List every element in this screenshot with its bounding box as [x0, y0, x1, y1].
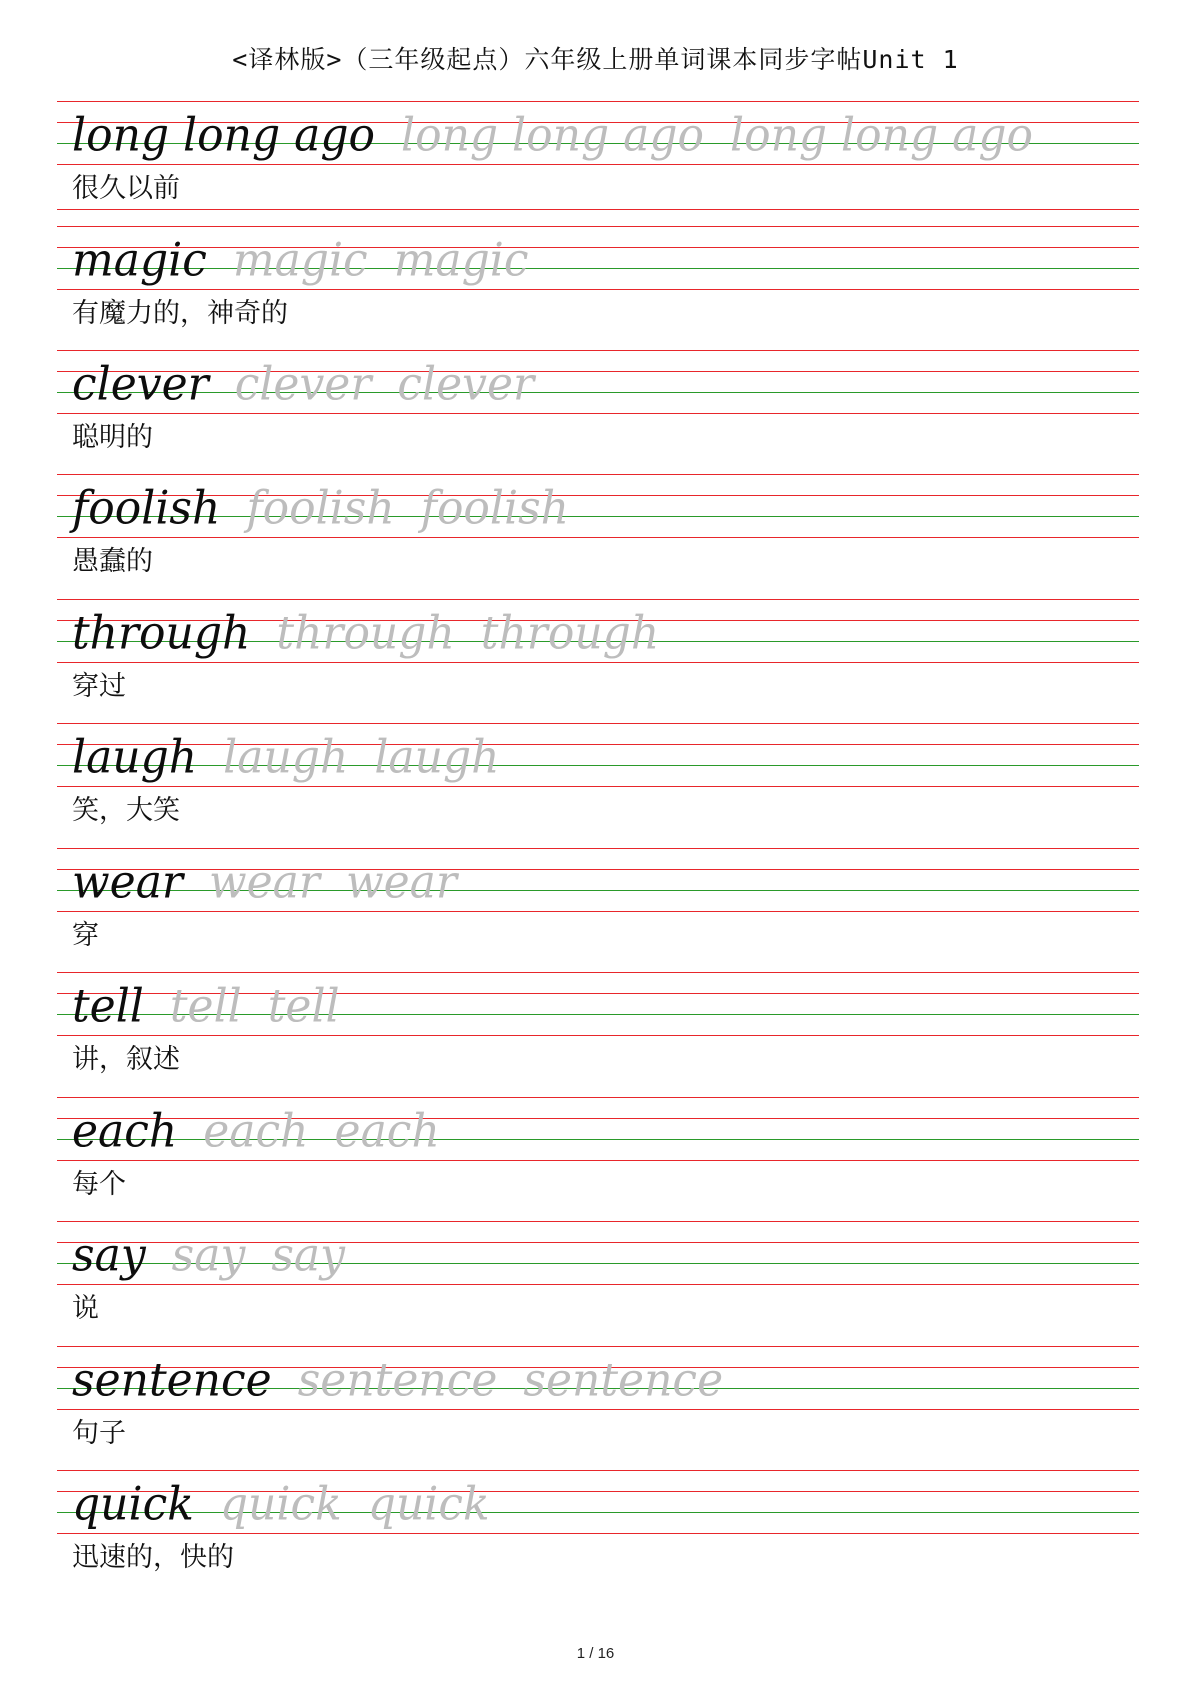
guide-line-red [57, 1221, 1139, 1222]
guide-line-red [57, 1097, 1139, 1098]
word: sentence [72, 1353, 272, 1407]
guide-line-red [57, 599, 1139, 600]
guide-line-red [57, 101, 1139, 102]
word-meaning: 迅速的，快的 [72, 1542, 234, 1573]
word-practice-line [72, 1106, 440, 1169]
guide-line-red [57, 350, 1139, 351]
word-practice-line [72, 1230, 345, 1293]
word-trace: wear [345, 855, 457, 909]
word-trace: quick [367, 1477, 490, 1531]
word: wear [72, 855, 183, 909]
word: through [72, 606, 251, 660]
word-trace: foolish [420, 481, 569, 535]
word-trace: clever [234, 357, 372, 411]
word-practice-line [72, 608, 659, 671]
word-meaning: 聪明的 [72, 422, 153, 453]
word-trace: each [203, 1104, 309, 1158]
word-row [0, 350, 1191, 474]
word-trace: long long ago [401, 108, 704, 162]
word-trace: foolish [246, 481, 395, 535]
word: laugh [72, 730, 198, 784]
word-meaning: 穿 [72, 920, 99, 951]
word-row [0, 1097, 1191, 1221]
word-meaning: 有魔力的，神奇的 [72, 298, 288, 329]
word-trace: quick [219, 1477, 342, 1531]
word-meaning: 穿过 [72, 671, 126, 702]
word: magic [72, 233, 207, 287]
word-practice-line [72, 1355, 723, 1418]
guide-line-red [57, 723, 1139, 724]
word: long long ago [72, 108, 375, 162]
word-row [0, 1470, 1191, 1594]
word-trace: sentence [297, 1353, 498, 1407]
word-trace: through [276, 606, 455, 660]
word-practice-line [72, 1479, 490, 1542]
guide-line-red [57, 226, 1139, 227]
word-trace: laugh [374, 730, 500, 784]
word-row [0, 101, 1191, 225]
word-meaning: 每个 [72, 1169, 126, 1200]
word-row [0, 474, 1191, 598]
word-practice-line [72, 483, 569, 546]
word-row [0, 1346, 1191, 1470]
word-meaning: 愚蠢的 [72, 546, 153, 577]
word-trace: clever [397, 357, 535, 411]
word: quick [72, 1477, 194, 1531]
word-meaning: 说 [72, 1293, 99, 1324]
word-practice-line [72, 857, 457, 920]
word: clever [72, 357, 209, 411]
word-trace: long long ago [730, 108, 1033, 162]
word-trace: say [271, 1228, 346, 1282]
word-practice-line [72, 981, 340, 1044]
word: say [72, 1228, 146, 1282]
word: tell [72, 979, 144, 1033]
word-row [0, 226, 1191, 350]
page-number: 1 / 16 [576, 1645, 615, 1662]
word-meaning: 讲，叙述 [72, 1044, 180, 1075]
guide-line-red [57, 209, 1139, 210]
word: each [72, 1104, 178, 1158]
word-meaning: 句子 [72, 1418, 126, 1449]
guide-line-red [57, 1470, 1139, 1471]
word-practice-line [72, 110, 1033, 173]
word: foolish [72, 481, 221, 535]
word-row [0, 972, 1191, 1096]
guide-line-red [57, 972, 1139, 973]
word-trace: tell [267, 979, 340, 1033]
guide-line-red [57, 848, 1139, 849]
word-row [0, 848, 1191, 972]
word-trace: each [334, 1104, 440, 1158]
page-title: <译林版>（三年级起点）六年级上册单词课本同步字帖Unit 1 [232, 45, 959, 74]
word-trace: laugh [223, 730, 349, 784]
guide-line-red [57, 474, 1139, 475]
word-trace: sentence [523, 1353, 724, 1407]
word-trace: through [480, 606, 660, 660]
word-trace: wear [208, 855, 320, 909]
word-practice-line [72, 359, 534, 422]
word-practice-line [72, 732, 499, 795]
word-meaning: 很久以前 [72, 173, 180, 204]
word-row [0, 599, 1191, 723]
word-row [0, 1221, 1191, 1345]
word-trace: magic [393, 233, 529, 287]
word-row [0, 723, 1191, 847]
word-trace: say [171, 1228, 246, 1282]
word-practice-line [72, 235, 529, 298]
word-trace: tell [169, 979, 242, 1033]
word-trace: magic [232, 233, 368, 287]
guide-line-red [57, 1346, 1139, 1347]
word-meaning: 笑，大笑 [72, 795, 180, 826]
